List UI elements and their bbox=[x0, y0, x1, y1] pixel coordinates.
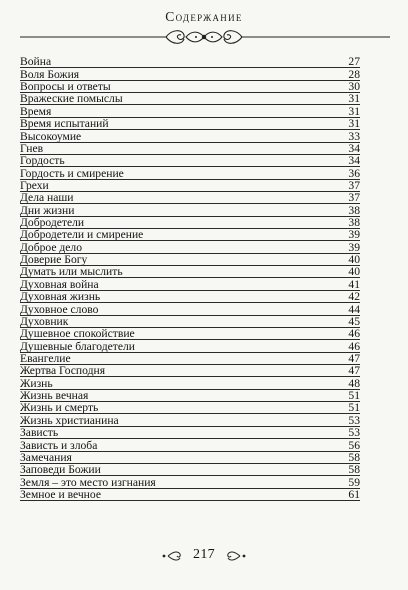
page-number: 217 bbox=[193, 547, 215, 562]
toc-entry bbox=[20, 452, 360, 464]
toc-entry-page: 37 bbox=[348, 178, 360, 192]
toc-entry-page: 46 bbox=[348, 327, 360, 341]
toc-entry-title: Духовная война bbox=[20, 278, 99, 290]
toc-entry bbox=[20, 155, 360, 167]
toc-entry bbox=[20, 390, 360, 402]
toc-entry-title: Высокоумие bbox=[20, 130, 82, 142]
toc-entry-page: 38 bbox=[348, 216, 360, 230]
toc-entry bbox=[20, 427, 360, 439]
toc-entry-page: 34 bbox=[348, 141, 360, 155]
page-header bbox=[0, 8, 408, 26]
toc-entry-page: 51 bbox=[348, 401, 360, 415]
toc-entry-title: Доверие Богу bbox=[20, 254, 88, 266]
toc-entry-page: 59 bbox=[348, 475, 360, 489]
toc-entry-title: Зависть bbox=[20, 427, 59, 439]
toc-entry-page: 27 bbox=[348, 55, 360, 69]
toc-entry-title: Духовная жизнь bbox=[20, 291, 101, 303]
toc-entry-title: Доброе дело bbox=[20, 241, 83, 253]
toc-entry bbox=[20, 464, 360, 476]
toc-entry-page: 31 bbox=[348, 92, 360, 106]
header-ornament-icon bbox=[0, 26, 408, 48]
toc-entry bbox=[20, 93, 360, 105]
toc-entry bbox=[20, 130, 360, 142]
toc-entry-title: Жертва Господня bbox=[20, 365, 106, 377]
toc-entry bbox=[20, 81, 360, 93]
toc-entry-page: 46 bbox=[348, 339, 360, 353]
toc-entry-title: Добродетели bbox=[20, 217, 85, 229]
toc-entry-title: Дела наши bbox=[20, 192, 74, 204]
toc-entry-page: 38 bbox=[348, 203, 360, 217]
toc-entry-page: 61 bbox=[348, 487, 360, 501]
toc-entry-page: 44 bbox=[348, 302, 360, 316]
toc-entry bbox=[20, 192, 360, 204]
toc-entry-page: 51 bbox=[348, 389, 360, 403]
toc-entry bbox=[20, 278, 360, 290]
toc-entry bbox=[20, 217, 360, 229]
toc-entry-title: Грехи bbox=[20, 179, 49, 191]
toc-entry-title: Замечания bbox=[20, 451, 72, 463]
toc-entry-page: 33 bbox=[348, 129, 360, 143]
toc-entry-title: Гордость bbox=[20, 155, 65, 167]
toc-entry-title: Духовное слово bbox=[20, 303, 99, 315]
toc-entry bbox=[20, 353, 360, 365]
toc-entry-title: Дни жизни bbox=[20, 204, 75, 216]
toc-entry-page: 34 bbox=[348, 154, 360, 168]
toc-entry-title: Душевное спокойствие bbox=[20, 328, 135, 340]
toc-entry bbox=[20, 476, 360, 488]
toc-entry-page: 42 bbox=[348, 290, 360, 304]
toc-entry bbox=[20, 365, 360, 377]
toc-entry-page: 36 bbox=[348, 166, 360, 180]
toc-entry-title: Жизнь христианина bbox=[20, 414, 119, 426]
toc-entry bbox=[20, 241, 360, 253]
toc-entry-page: 58 bbox=[348, 463, 360, 477]
toc-entry-title: Духовник bbox=[20, 315, 69, 327]
toc-entry bbox=[20, 489, 360, 501]
toc-entry-title: Время bbox=[20, 105, 52, 117]
toc-entry-page: 37 bbox=[348, 191, 360, 205]
toc-entry bbox=[20, 303, 360, 315]
toc-entry-page: 56 bbox=[348, 438, 360, 452]
toc-entry bbox=[20, 328, 360, 340]
toc-entry-title: Воля Божия bbox=[20, 68, 80, 80]
toc-entry bbox=[20, 105, 360, 117]
toc-entry-title: Евангелие bbox=[20, 352, 71, 364]
toc-entry-page: 53 bbox=[348, 413, 360, 427]
toc-entry-title: Вражеские помыслы bbox=[20, 93, 123, 105]
table-of-contents bbox=[20, 56, 360, 501]
toc-entry-page: 31 bbox=[348, 117, 360, 131]
toc-entry-title: Вопросы и ответы bbox=[20, 81, 111, 93]
toc-entry-page: 47 bbox=[348, 351, 360, 365]
toc-entry-page: 39 bbox=[348, 228, 360, 242]
toc-entry-title: Жизнь вечная bbox=[20, 390, 89, 402]
toc-entry-page: 30 bbox=[348, 80, 360, 94]
toc-entry-title: Земное и вечное bbox=[20, 488, 101, 500]
toc-entry bbox=[20, 118, 360, 130]
toc-entry-page: 40 bbox=[348, 265, 360, 279]
page-footer bbox=[0, 545, 408, 567]
toc-entry bbox=[20, 402, 360, 414]
toc-entry-page: 47 bbox=[348, 364, 360, 378]
toc-entry-page: 45 bbox=[348, 314, 360, 328]
toc-entry bbox=[20, 377, 360, 389]
toc-entry bbox=[20, 316, 360, 328]
toc-entry-page: 41 bbox=[348, 277, 360, 291]
toc-entry-page: 48 bbox=[348, 376, 360, 390]
toc-entry-title: Время испытаний bbox=[20, 118, 109, 130]
toc-entry-title: Гнев bbox=[20, 142, 44, 154]
toc-entry-title: Душевные благодетели bbox=[20, 340, 136, 352]
toc-entry-title: Жизнь bbox=[20, 377, 53, 389]
toc-entry-page: 58 bbox=[348, 450, 360, 464]
toc-entry-title: Думать или мыслить bbox=[20, 266, 123, 278]
toc-entry bbox=[20, 167, 360, 179]
toc-entry-title: Зависть и злоба bbox=[20, 439, 98, 451]
toc-entry-title: Война bbox=[20, 56, 52, 68]
toc-entry-page: 28 bbox=[348, 67, 360, 81]
toc-entry-title: Заповеди Божии bbox=[20, 464, 101, 476]
toc-entry-page: 53 bbox=[348, 426, 360, 440]
toc-entry-title: Гордость и смирение bbox=[20, 167, 124, 179]
toc-entry bbox=[20, 254, 360, 266]
toc-entry bbox=[20, 68, 360, 80]
toc-entry-title: Земля – это место изгнания bbox=[20, 476, 156, 488]
toc-entry-page: 31 bbox=[348, 104, 360, 118]
toc-entry-page: 39 bbox=[348, 240, 360, 254]
toc-entry bbox=[20, 266, 360, 278]
toc-entry bbox=[20, 439, 360, 451]
toc-entry-page: 40 bbox=[348, 253, 360, 267]
toc-entry bbox=[20, 414, 360, 426]
toc-entry-title: Добродетели и смирение bbox=[20, 229, 144, 241]
toc-entry bbox=[20, 229, 360, 241]
toc-entry-title: Жизнь и смерть bbox=[20, 402, 99, 414]
running-title: Содержание bbox=[165, 9, 243, 24]
toc-entry bbox=[20, 204, 360, 216]
toc-entry bbox=[20, 143, 360, 155]
toc-entry bbox=[20, 56, 360, 68]
toc-entry bbox=[20, 180, 360, 192]
toc-entry bbox=[20, 291, 360, 303]
toc-entry bbox=[20, 340, 360, 352]
